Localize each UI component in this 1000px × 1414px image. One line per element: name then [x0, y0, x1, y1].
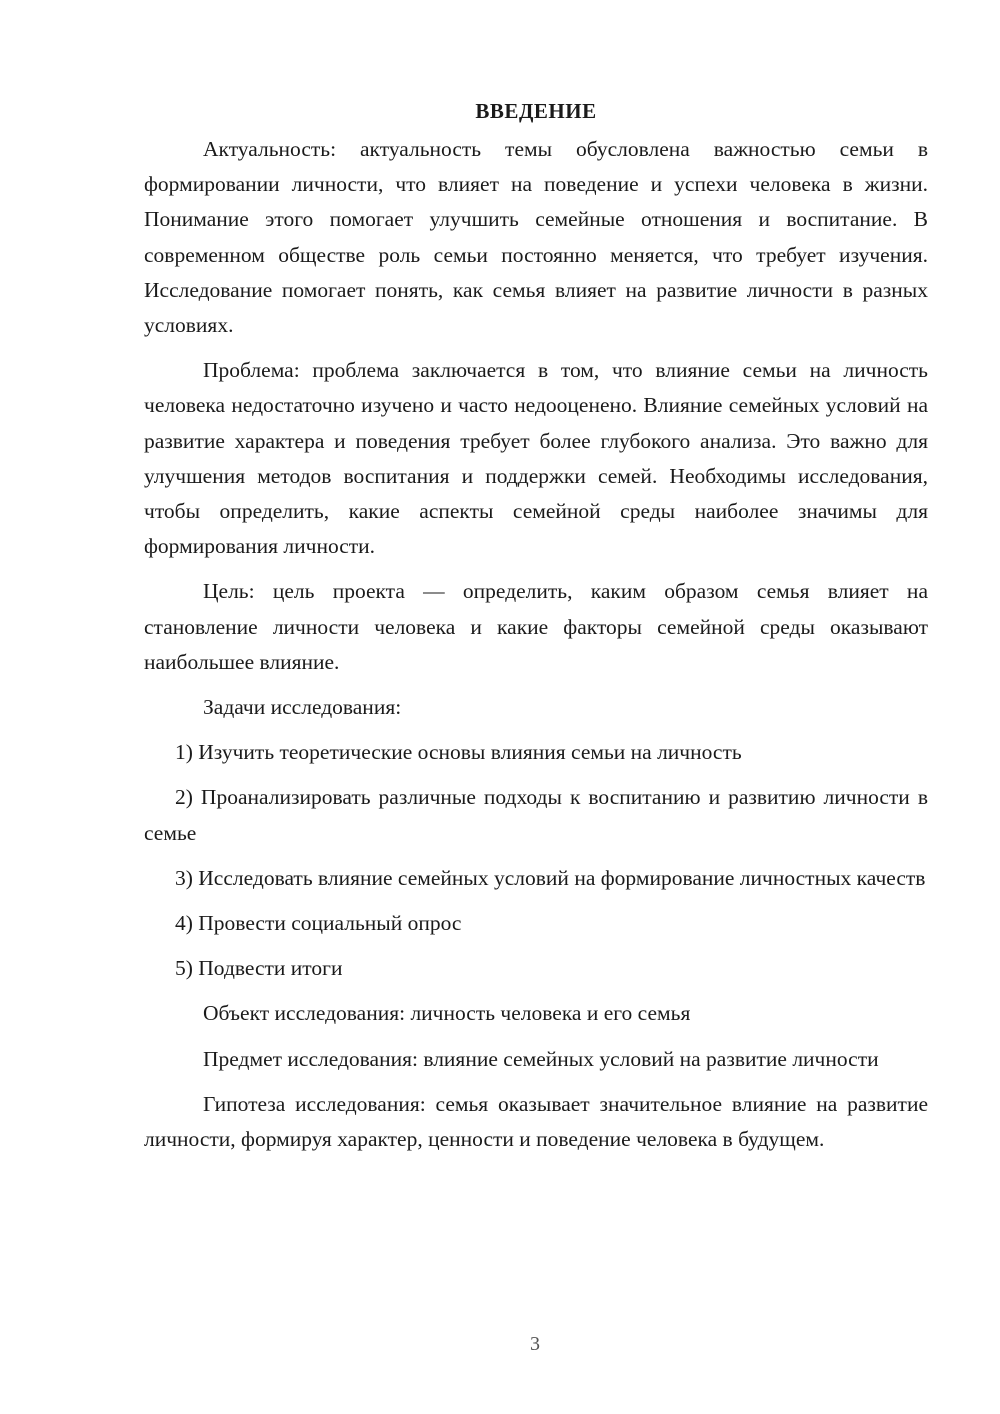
problem-paragraph: Проблема: проблема заключается в том, что влияние семьи на личность человека недостаточно изучено и часто недооценено. Влияние семейных условий на развитие характера и поведения требует более глубокого анализа. Это важно для улучшения методов воспитания и поддержки семей. Необходимы исследования, чтобы определить, какие аспекты семейной среды наиболее значимы для формирования личности. [144, 358, 928, 559]
document-page [144, 96, 928, 1167]
task-item: 3) Исследовать влияние семейных условий на формирование личностных качеств [175, 865, 926, 890]
page-number: 3 [530, 1333, 540, 1355]
subject-paragraph: Предмет исследования: влияние семейных условий на развитие личности [203, 1046, 879, 1071]
relevance-paragraph: Актуальность: актуальность темы обусловлена важностью семьи в формировании личности, что влияет на поведение и успехи человека в жизни. Понимание этого помогает улучшить семейные отношения и воспитание. В современном обществе роль семьи постоянно меняется, что требует изучения. Исследование помогает понять, как семья влияет на развитие личности в разных условиях. [144, 137, 928, 338]
tasks-heading: Задачи исследования: [203, 695, 402, 720]
goal-paragraph: Цель: цель проекта — определить, каким образом семья влияет на становление личности человека и какие факторы семейной среды оказывают наибольшее влияние. [144, 579, 928, 674]
page-title: ВВЕДЕНИЕ [475, 99, 597, 123]
task-item: 2) Проанализировать различные подходы к воспитанию и развитию личности в семье [144, 785, 928, 845]
object-paragraph: Объект исследования: личность человека и его семья [203, 1001, 691, 1026]
task-item: 4) Провести социальный опрос [175, 911, 462, 936]
task-item: 5) Подвести итоги [175, 956, 343, 981]
task-item: 1) Изучить теоретические основы влияния семьи на личность [175, 740, 742, 765]
hypothesis-paragraph: Гипотеза исследования: семья оказывает значительное влияние на развитие личности, формируя характер, ценности и поведение человека в будущем. [144, 1091, 928, 1152]
